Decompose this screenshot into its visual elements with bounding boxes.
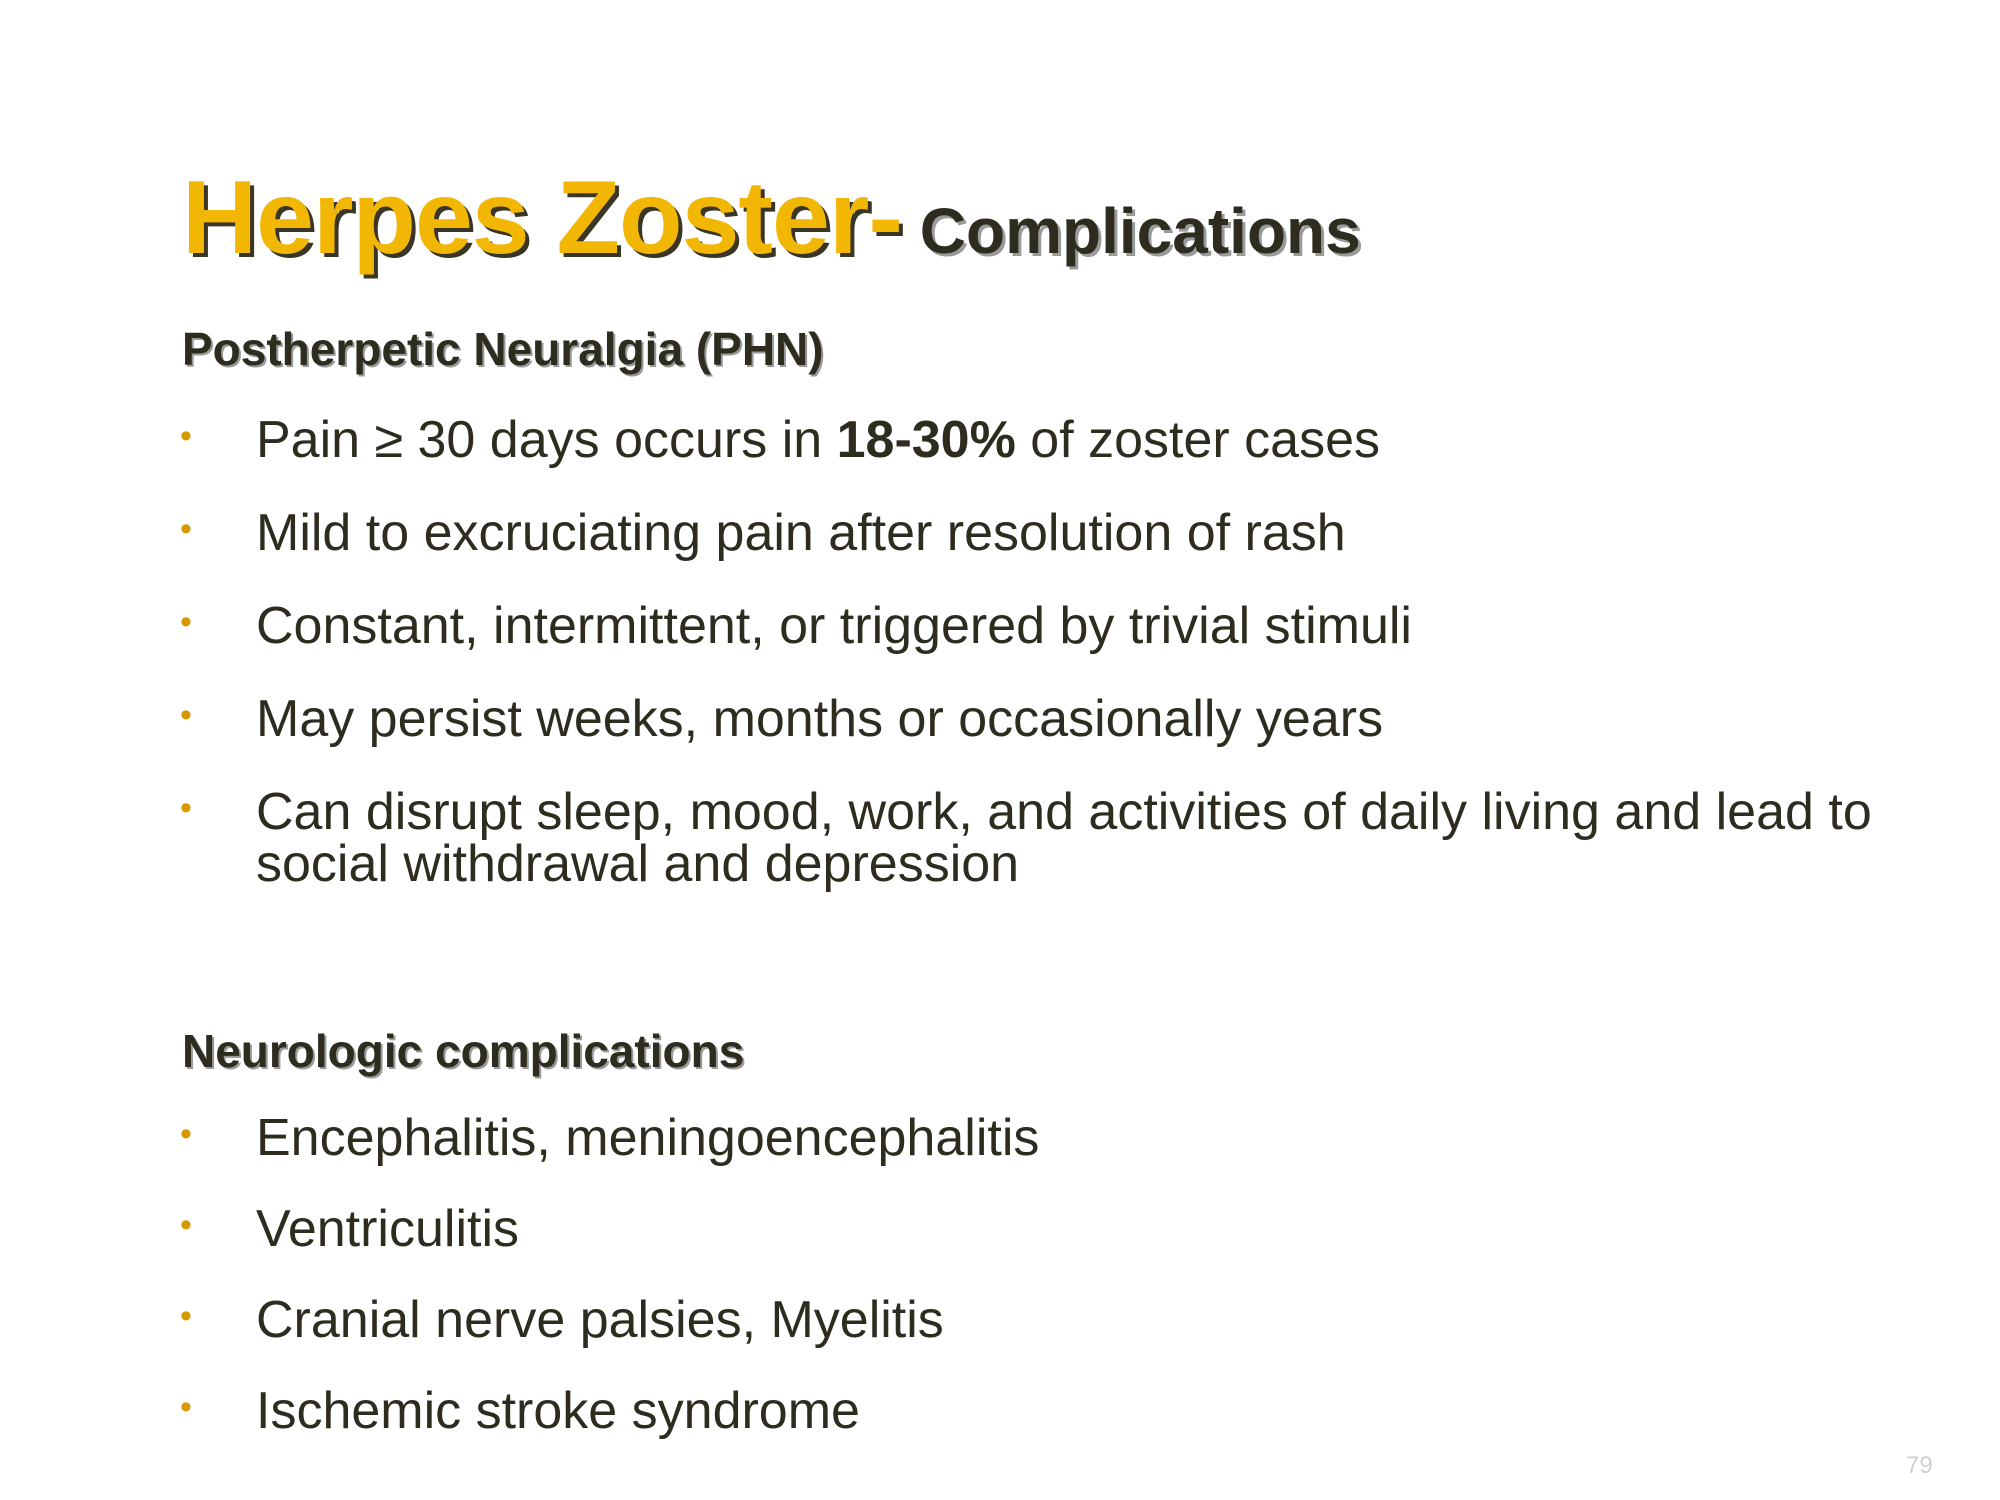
list-item-text: Ventriculitis [256, 1200, 519, 1258]
list-item-text: Ischemic stroke syndrome [256, 1382, 860, 1440]
bullet-icon: • [180, 1297, 192, 1335]
list-item-text: of zoster cases [1015, 411, 1380, 469]
list-item [180, 690, 1956, 748]
list-item [180, 1109, 1040, 1167]
list-item-text: Cranial nerve palsies, Myelitis [256, 1291, 944, 1349]
list-item [180, 1382, 1039, 1440]
bullet-icon: • [180, 1206, 192, 1244]
list-item [180, 783, 1956, 893]
list-item [180, 597, 1956, 655]
bullet-icon: • [180, 417, 192, 455]
title-subtitle: Complications [902, 195, 1361, 267]
bullet-icon: • [180, 603, 192, 641]
list-item [180, 1200, 1039, 1258]
bullet-icon: • [180, 1388, 192, 1426]
list-item-text: Pain ≥ 30 days occurs in [256, 411, 837, 469]
list-item-emphasis: 18-30% [836, 411, 1016, 469]
list-item-text: Constant, intermittent, or triggered by trivial stimuli [256, 597, 1412, 655]
page-number: 79 [1906, 1452, 1933, 1479]
list-item [180, 1291, 1039, 1349]
bullet-icon: • [180, 789, 192, 827]
phn-bullet-list [180, 411, 1956, 931]
title-main: Herpes Zoster- [182, 160, 902, 276]
neuro-bullet-list [180, 1109, 1040, 1476]
list-item-text: Mild to excruciating pain after resolution of rash [256, 504, 1346, 562]
slide-title [182, 160, 1361, 276]
bullet-icon: • [180, 1115, 192, 1153]
list-item-text: Encephalitis, meningoencephalitis [256, 1109, 1040, 1167]
section-heading-phn: Postherpetic Neuralgia (PHN) [182, 323, 824, 375]
bullet-icon: • [180, 696, 192, 734]
list-item [180, 504, 1956, 562]
bullet-icon: • [180, 510, 192, 548]
list-item-text: Can disrupt sleep, mood, work, and activities of daily living and lead to social withdrawal and depression [256, 783, 1872, 893]
list-item-text: May persist weeks, months or occasionally years [256, 690, 1384, 748]
list-item [180, 411, 1956, 469]
section-heading-neuro: Neurologic complications [182, 1025, 745, 1077]
